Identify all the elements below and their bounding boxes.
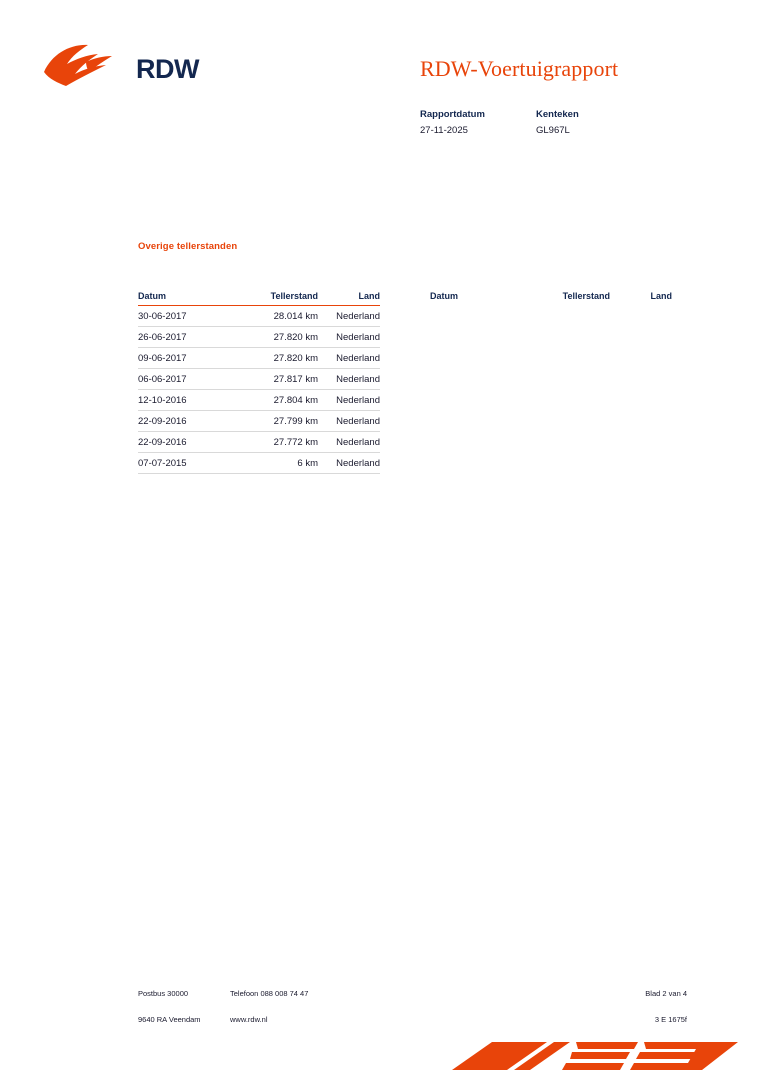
cell-tellerstand: 27.820 km <box>238 327 318 348</box>
rapportdatum-label: Rapportdatum <box>420 109 485 120</box>
footer-address-line2: 9640 RA Veendam <box>138 1015 201 1024</box>
report-meta-values <box>420 123 740 139</box>
cell-tellerstand: 6 km <box>238 453 318 474</box>
cell-tellerstand: 27.799 km <box>238 411 318 432</box>
mileage-table-left-body <box>138 306 380 474</box>
table-header-row <box>138 291 380 306</box>
cell-datum: 30-06-2017 <box>138 306 238 327</box>
footer-website[interactable]: www.rdw.nl <box>230 1015 268 1024</box>
cell-datum: 12-10-2016 <box>138 390 238 411</box>
rapportdatum-value: 27-11-2025 <box>420 125 468 136</box>
table-row <box>138 327 380 348</box>
cell-tellerstand: 27.817 km <box>238 369 318 390</box>
footer-contact <box>230 986 308 1027</box>
footer-address <box>138 986 201 1027</box>
cell-land: Nederland <box>318 432 380 453</box>
footer-form-code: 3 E 1675f <box>654 1015 687 1024</box>
kenteken-label: Kenteken <box>536 109 579 120</box>
table-row <box>138 453 380 474</box>
rdw-swoosh-logo <box>42 42 117 87</box>
cell-land: Nederland <box>318 369 380 390</box>
cell-datum: 26-06-2017 <box>138 327 238 348</box>
footer-pagination <box>645 986 687 1027</box>
table-header-row <box>430 291 672 305</box>
section-title-overige-tellerstanden: Overige tellerstanden <box>138 241 238 252</box>
cell-land: Nederland <box>318 390 380 411</box>
mileage-table-left <box>138 291 380 474</box>
column-header-datum: Datum <box>138 291 238 306</box>
column-header-datum: Datum <box>430 291 459 301</box>
column-header-tellerstand: Tellerstand <box>238 291 318 306</box>
document-header <box>0 28 763 138</box>
cell-datum: 09-06-2017 <box>138 348 238 369</box>
rdw-footer-stripes-icon <box>452 1040 738 1074</box>
table-row <box>138 306 380 327</box>
cell-land: Nederland <box>318 453 380 474</box>
column-header-land: Land <box>318 291 380 306</box>
cell-tellerstand: 27.804 km <box>238 390 318 411</box>
cell-tellerstand: 27.820 km <box>238 348 318 369</box>
cell-datum: 22-09-2016 <box>138 411 238 432</box>
cell-datum: 07-07-2015 <box>138 453 238 474</box>
rdw-wordmark: RDW <box>136 54 199 84</box>
cell-tellerstand: 28.014 km <box>238 306 318 327</box>
kenteken-value: GL967L <box>536 125 570 136</box>
table-row <box>138 390 380 411</box>
cell-land: Nederland <box>318 327 380 348</box>
mileage-table-right <box>430 291 672 305</box>
cell-datum: 06-06-2017 <box>138 369 238 390</box>
cell-datum: 22-09-2016 <box>138 432 238 453</box>
column-header-tellerstand: Tellerstand <box>562 291 610 301</box>
footer-page-number: Blad 2 van 4 <box>645 989 687 998</box>
cell-tellerstand: 27.772 km <box>238 432 318 453</box>
report-meta <box>420 106 740 139</box>
footer-address-line1: Postbus 30000 <box>138 989 189 998</box>
table-row <box>138 348 380 369</box>
column-header-land: Land <box>650 291 672 301</box>
report-meta-labels <box>420 106 740 123</box>
table-row <box>138 432 380 453</box>
cell-land: Nederland <box>318 306 380 327</box>
page-title: RDW-Voertuigrapport <box>420 56 619 81</box>
cell-land: Nederland <box>318 348 380 369</box>
cell-land: Nederland <box>318 411 380 432</box>
table-row <box>138 369 380 390</box>
table-row <box>138 411 380 432</box>
footer-phone: Telefoon 088 008 74 47 <box>230 989 309 998</box>
